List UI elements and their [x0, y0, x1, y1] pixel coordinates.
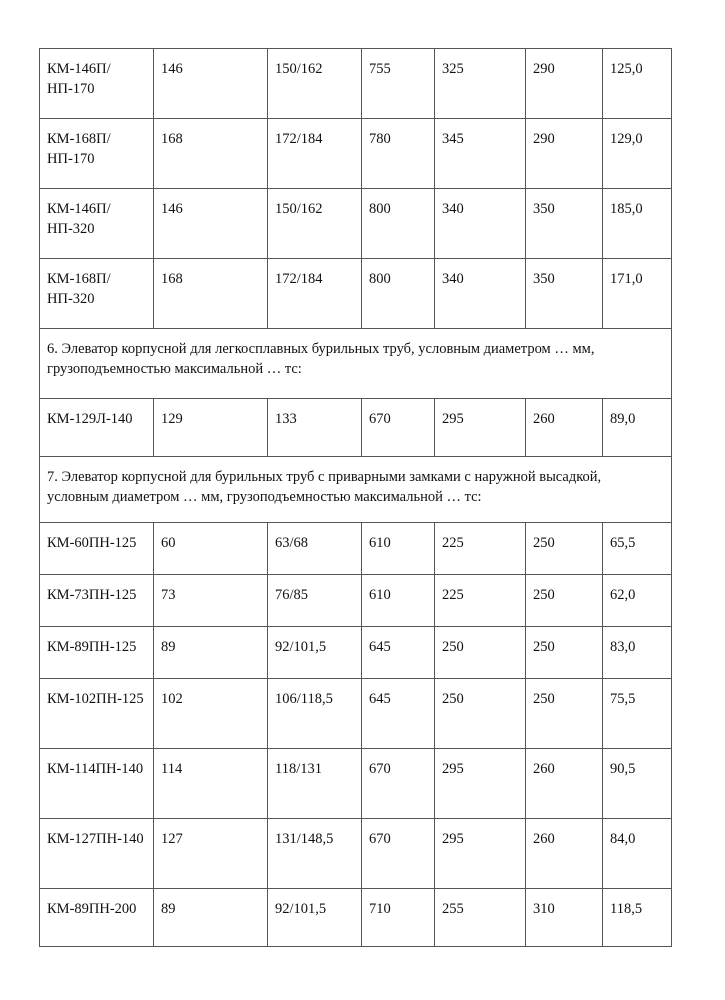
value-cell: 250 [526, 679, 603, 749]
value-cell: 250 [435, 627, 526, 679]
table-row [40, 189, 672, 259]
value-cell: 106/118,5 [268, 679, 362, 749]
value-cell: 63/68 [268, 523, 362, 575]
value-cell: 76/85 [268, 575, 362, 627]
table-row [40, 749, 672, 819]
value-cell: 225 [435, 575, 526, 627]
value-cell: 118/131 [268, 749, 362, 819]
value-cell: 172/184 [268, 259, 362, 329]
model-cell: КМ-102ПН-125 [40, 679, 154, 749]
value-cell: 710 [362, 889, 435, 947]
table-row [40, 819, 672, 889]
value-cell: 102 [154, 679, 268, 749]
value-cell: 345 [435, 119, 526, 189]
value-cell: 114 [154, 749, 268, 819]
value-cell: 250 [435, 679, 526, 749]
value-cell: 150/162 [268, 49, 362, 119]
elevator-spec-table [39, 48, 672, 947]
value-cell: 129 [154, 399, 268, 457]
value-cell: 125,0 [603, 49, 672, 119]
value-cell: 255 [435, 889, 526, 947]
value-cell: 146 [154, 189, 268, 259]
value-cell: 250 [526, 627, 603, 679]
table-row [40, 119, 672, 189]
value-cell: 172/184 [268, 119, 362, 189]
value-cell: 92/101,5 [268, 627, 362, 679]
value-cell: 89 [154, 627, 268, 679]
value-cell: 89,0 [603, 399, 672, 457]
value-cell: 90,5 [603, 749, 672, 819]
model-cell: КМ-146П/НП-320 [40, 189, 154, 259]
model-cell: КМ-168П/НП-170 [40, 119, 154, 189]
model-cell: КМ-127ПН-140 [40, 819, 154, 889]
value-cell: 75,5 [603, 679, 672, 749]
model-cell: КМ-60ПН-125 [40, 523, 154, 575]
value-cell: 146 [154, 49, 268, 119]
value-cell: 780 [362, 119, 435, 189]
model-cell: КМ-114ПН-140 [40, 749, 154, 819]
model-cell: КМ-89ПН-200 [40, 889, 154, 947]
model-cell: КМ-73ПН-125 [40, 575, 154, 627]
value-cell: 350 [526, 189, 603, 259]
value-cell: 250 [526, 523, 603, 575]
table-row [40, 523, 672, 575]
value-cell: 118,5 [603, 889, 672, 947]
value-cell: 65,5 [603, 523, 672, 575]
value-cell: 340 [435, 259, 526, 329]
value-cell: 290 [526, 49, 603, 119]
value-cell: 250 [526, 575, 603, 627]
value-cell: 800 [362, 259, 435, 329]
value-cell: 645 [362, 627, 435, 679]
value-cell: 670 [362, 819, 435, 889]
value-cell: 131/148,5 [268, 819, 362, 889]
value-cell: 150/162 [268, 189, 362, 259]
value-cell: 92/101,5 [268, 889, 362, 947]
section-row [40, 457, 672, 523]
value-cell: 73 [154, 575, 268, 627]
value-cell: 168 [154, 259, 268, 329]
value-cell: 260 [526, 819, 603, 889]
value-cell: 127 [154, 819, 268, 889]
value-cell: 340 [435, 189, 526, 259]
section-row [40, 329, 672, 399]
value-cell: 225 [435, 523, 526, 575]
model-cell: КМ-146П/НП-170 [40, 49, 154, 119]
value-cell: 60 [154, 523, 268, 575]
table-row [40, 49, 672, 119]
value-cell: 800 [362, 189, 435, 259]
value-cell: 610 [362, 523, 435, 575]
value-cell: 133 [268, 399, 362, 457]
table-row [40, 575, 672, 627]
value-cell: 350 [526, 259, 603, 329]
model-cell: КМ-129Л-140 [40, 399, 154, 457]
value-cell: 755 [362, 49, 435, 119]
value-cell: 290 [526, 119, 603, 189]
value-cell: 645 [362, 679, 435, 749]
value-cell: 325 [435, 49, 526, 119]
value-cell: 610 [362, 575, 435, 627]
value-cell: 670 [362, 749, 435, 819]
value-cell: 89 [154, 889, 268, 947]
table-row [40, 679, 672, 749]
table-row [40, 259, 672, 329]
value-cell: 168 [154, 119, 268, 189]
value-cell: 310 [526, 889, 603, 947]
value-cell: 295 [435, 749, 526, 819]
value-cell: 171,0 [603, 259, 672, 329]
value-cell: 260 [526, 399, 603, 457]
value-cell: 84,0 [603, 819, 672, 889]
value-cell: 295 [435, 819, 526, 889]
value-cell: 83,0 [603, 627, 672, 679]
value-cell: 260 [526, 749, 603, 819]
table-row [40, 627, 672, 679]
model-cell: КМ-89ПН-125 [40, 627, 154, 679]
value-cell: 670 [362, 399, 435, 457]
value-cell: 295 [435, 399, 526, 457]
table-row [40, 889, 672, 947]
model-cell: КМ-168П/НП-320 [40, 259, 154, 329]
value-cell: 62,0 [603, 575, 672, 627]
table-row [40, 399, 672, 457]
value-cell: 185,0 [603, 189, 672, 259]
section-heading: 6. Элеватор корпусной для легкосплавных бурильных труб, условным диаметром … мм, грузоподъемностью максимальной … тс: [40, 329, 672, 399]
section-heading: 7. Элеватор корпусной для бурильных труб с приварными замками с наружной высадкой, условным диаметром … мм, грузоподъемностью максимальной … тс: [40, 457, 672, 523]
value-cell: 129,0 [603, 119, 672, 189]
